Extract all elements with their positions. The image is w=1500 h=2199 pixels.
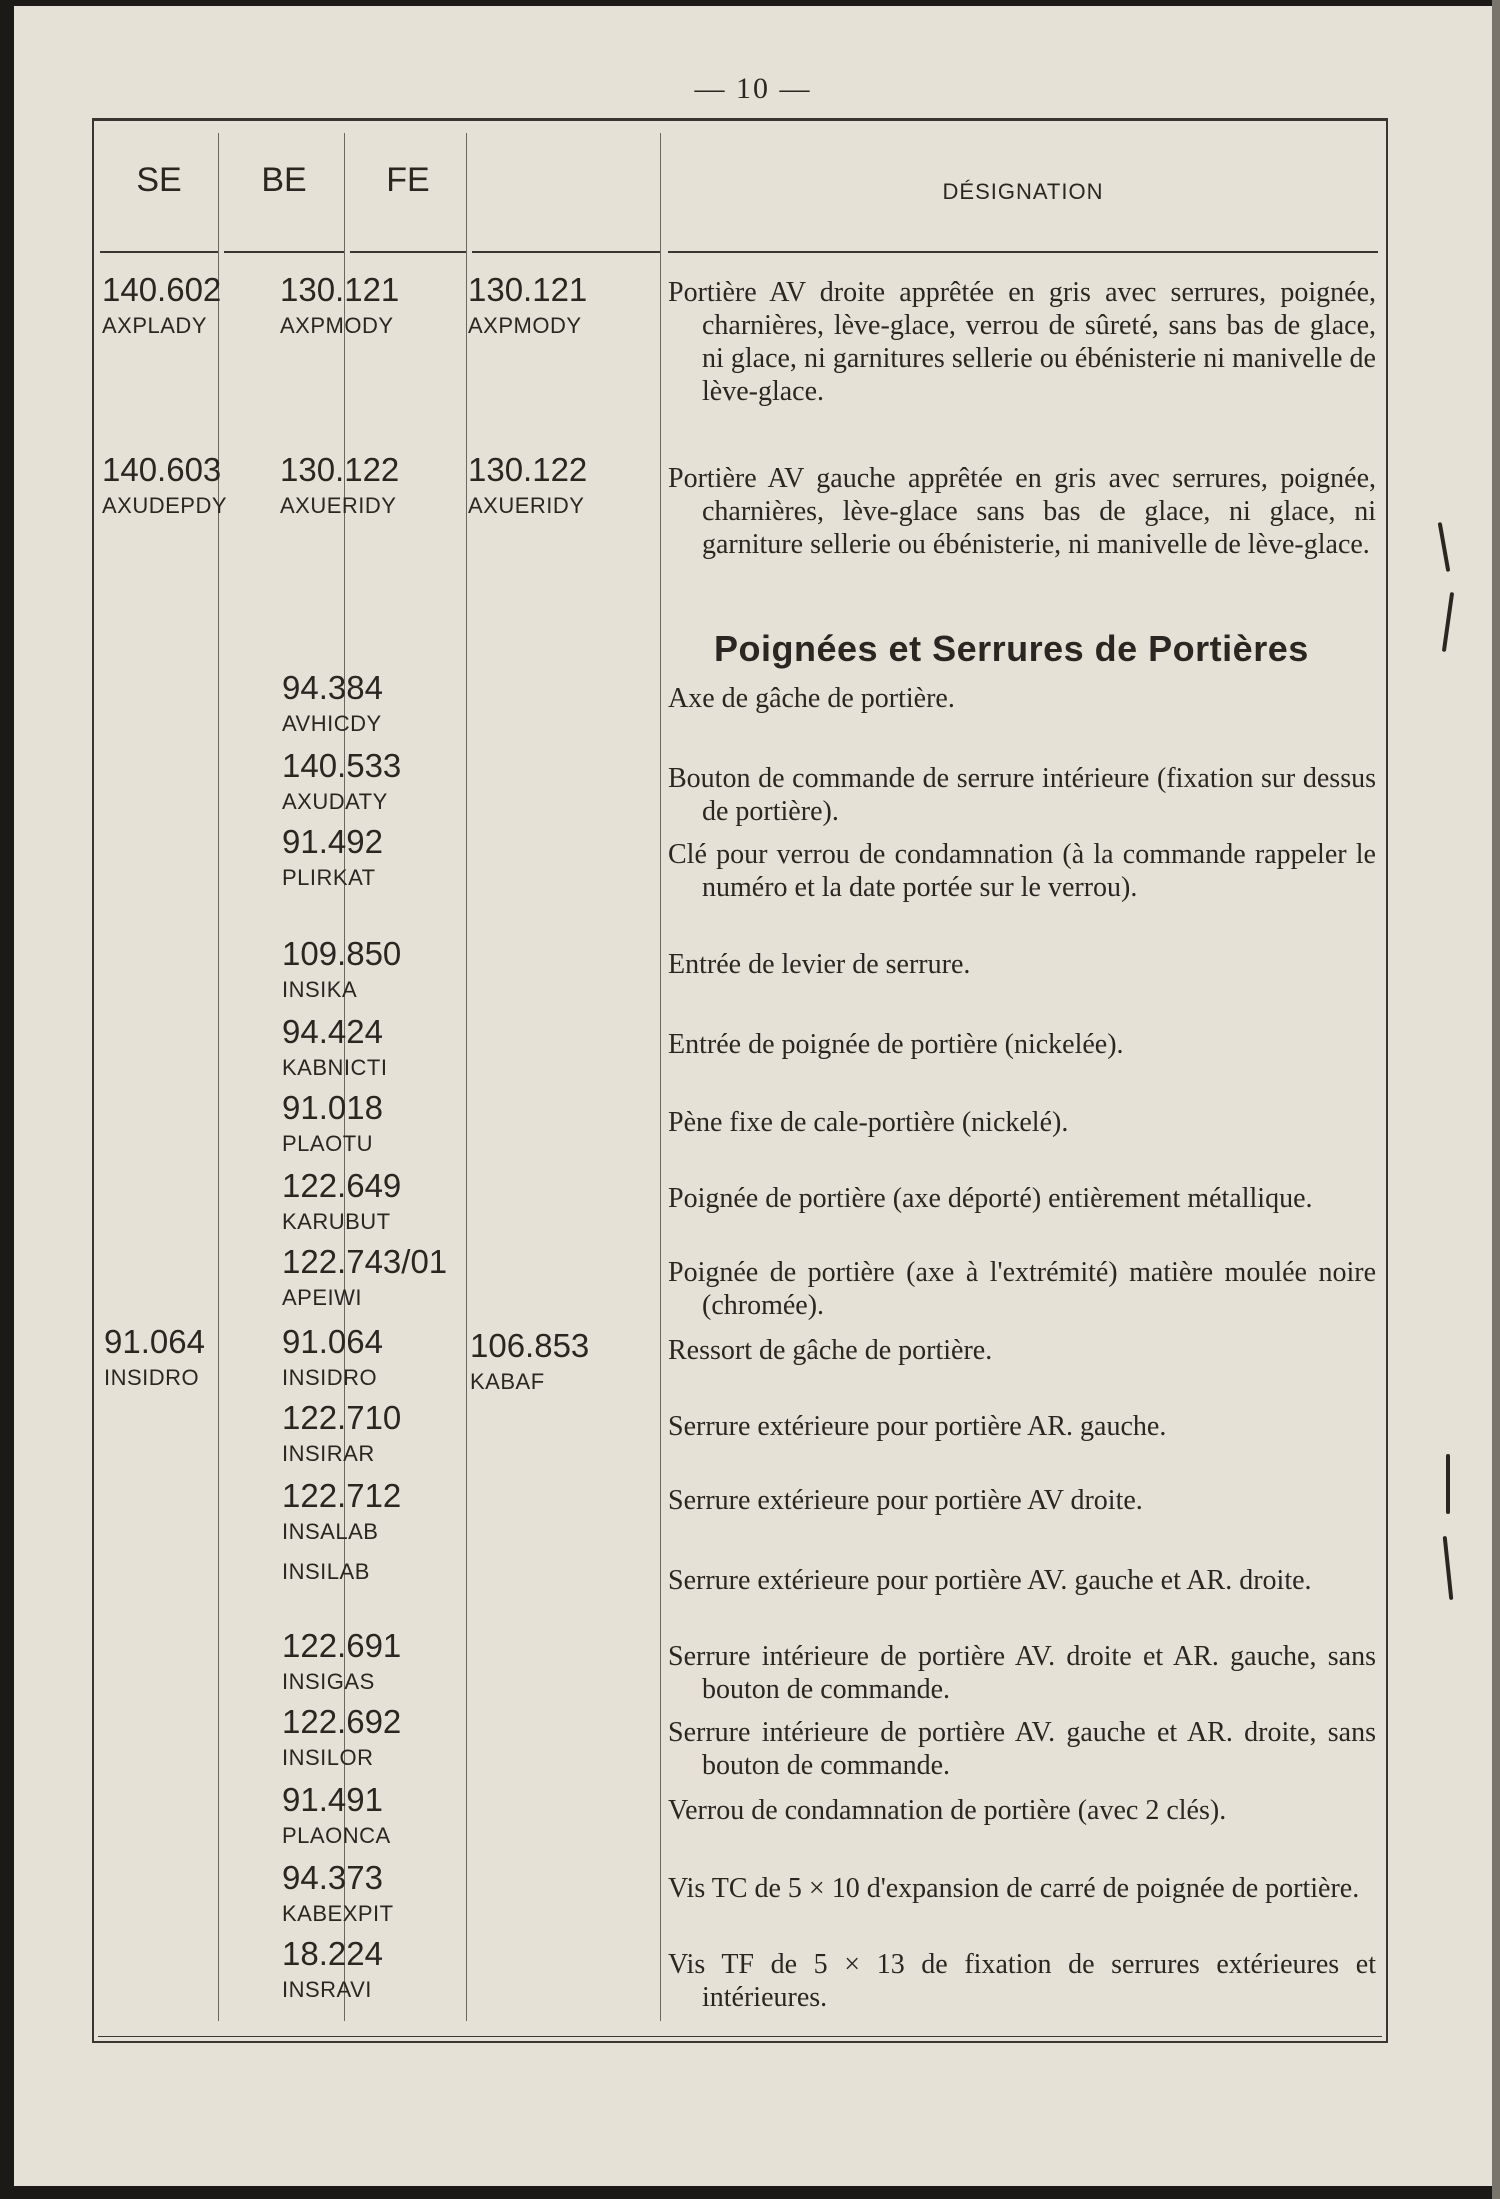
designation-cell [668,1484,1376,1517]
be-code [282,1324,383,1396]
part-codename: AXPMODY [280,313,394,338]
be-code [282,1554,370,1590]
part-number: 122.691 [282,1627,402,1664]
binding-mark [1443,1536,1454,1600]
part-number: 140.602 [102,271,222,308]
designation-cell [668,838,1376,904]
part-codename: PLIRKAT [282,865,376,890]
be-code [282,1478,401,1550]
part-codename: AXPLADY [102,313,207,338]
binding-mark [1446,1454,1450,1514]
part-number: 140.603 [102,451,222,488]
part-codename: INSIDRO [282,1365,378,1390]
part-number: 122.743/01 [282,1243,448,1280]
part-codename: AXUDATY [282,789,388,814]
part-codename: KABNICTI [282,1055,388,1080]
part-number: 91.491 [282,1781,383,1818]
designation-text: Axe de gâche de portière. [668,683,955,714]
designation-text: Serrure extérieure pour portière AV droite. [668,1485,1143,1516]
part-codename: KABAF [470,1369,545,1394]
designation-cell [668,1106,1376,1139]
part-number: 106.853 [470,1327,590,1364]
be-code [280,272,399,344]
part-codename: INSIGAS [282,1669,375,1694]
be-code [282,936,401,1008]
designation-text: Serrure intérieure de portière AV. gauche et AR. droite, sans bouton de commande. [668,1717,1376,1781]
part-codename: AXUERIDY [280,493,397,518]
be-code [282,1168,401,1240]
designation-text: Serrure intérieure de portière AV. droite et AR. gauche, sans bouton de commande. [668,1641,1376,1705]
fe-code [470,1328,589,1400]
designation-cell [668,1794,1376,1827]
be-code [282,1400,401,1472]
designation-cell [668,1410,1376,1443]
part-number: 122.649 [282,1167,402,1204]
binding-mark [1438,522,1451,572]
designation-cell [668,1334,1376,1367]
designation-text: Entrée de poignée de portière (nickelée). [668,1029,1124,1060]
designation-cell [668,1872,1376,1905]
be-code [282,824,383,896]
part-number: 122.712 [282,1477,402,1514]
part-codename: INSALAB [282,1519,379,1544]
be-code [282,1704,401,1776]
se-code [102,272,221,344]
be-code [282,670,383,742]
part-number: 122.710 [282,1399,402,1436]
fe-code [468,452,587,524]
designation-cell [668,948,1376,981]
designation-text: Clé pour verrou de condamnation (à la commande rappeler le numéro et la date portée sur le verrou). [668,839,1376,903]
part-codename: AXUERIDY [468,493,585,518]
part-number: 91.018 [282,1089,383,1126]
be-code [280,452,399,524]
designation-cell [668,1640,1376,1706]
part-codename: AXUDEPDY [102,493,228,518]
designation-text: Serrure extérieure pour portière AR. gauche. [668,1411,1167,1442]
be-code [282,1936,383,2008]
part-codename: PLAOTU [282,1131,374,1156]
part-number: 94.373 [282,1859,383,1896]
part-number: 130.122 [468,451,588,488]
document-page [14,6,1492,2186]
header-rule [100,251,218,253]
designation-cell [668,1564,1376,1597]
designation-text: Ressort de gâche de portière. [668,1335,993,1366]
designation-text: Vis TF de 5 × 13 de fixation de serrures extérieures et intérieures. [668,1949,1376,2013]
part-number: 109.850 [282,935,402,972]
designation-cell [668,1716,1376,1782]
designation-text: Portière AV droite apprêtée en gris avec serrures, poignée, charnières, lève-glace, verrou de sûreté, sans bas de glace, ni glace, ni garnitures sellerie ou ébénisterie ni manivelle de lève-glace. [668,277,1376,407]
designation-cell [668,1948,1376,2014]
fe-code [468,272,587,344]
se-code [102,452,227,524]
se-code [104,1324,205,1396]
designation-text: Poignée de portière (axe déporté) entièrement métallique. [668,1183,1313,1214]
part-codename: INSIDRO [104,1365,200,1390]
binding-mark [1442,592,1454,652]
be-code [282,1628,401,1700]
be-code [282,1090,383,1162]
header-rule [350,251,466,253]
part-number: 122.692 [282,1703,402,1740]
header-be: BE [261,161,307,199]
part-number: 94.424 [282,1013,383,1050]
header-designation: DÉSIGNATION [942,179,1104,204]
header-rule [224,251,344,253]
designation-text: Poignée de portière (axe à l'extrémité) matière moulée noire (chromée). [668,1257,1376,1321]
be-code [282,1244,447,1316]
be-code [282,1014,387,1086]
column-divider [660,133,661,2021]
be-code [282,1782,391,1854]
header-rule [668,251,1378,253]
section-title: Poignées et Serrures de Portières [714,628,1309,669]
header-rule [472,251,660,253]
part-codename: INSIRAR [282,1441,375,1466]
designation-text: Pène fixe de cale-portière (nickelé). [668,1107,1069,1138]
part-codename: KABEXPIT [282,1901,394,1926]
designation-cell [668,1182,1376,1215]
be-code [282,748,401,820]
part-codename: INSRAVI [282,1977,372,2002]
be-code [282,1860,394,1932]
part-codename: APEIWI [282,1285,363,1310]
part-number: 18.224 [282,1935,383,1972]
part-codename: PLAONCA [282,1823,391,1848]
header-se: SE [136,161,182,199]
part-number: 91.064 [104,1323,205,1360]
part-codename: KARUBUT [282,1209,391,1234]
designation-text: Bouton de commande de serrure intérieure (fixation sur dessus de portière). [668,763,1376,827]
column-divider [218,133,219,2021]
part-number: 140.533 [282,747,402,784]
designation-cell [668,276,1376,408]
header-fe: FE [386,161,430,199]
designation-cell [668,682,1376,715]
part-number: 91.492 [282,823,383,860]
designation-text: Serrure extérieure pour portière AV. gauche et AR. droite. [668,1565,1312,1596]
page-number: — 10 — [694,72,812,105]
part-number: 130.121 [280,271,400,308]
part-number: 130.121 [468,271,588,308]
part-number: 91.064 [282,1323,383,1360]
part-codename: AXPMODY [468,313,582,338]
designation-text: Verrou de condamnation de portière (avec 2 clés). [668,1795,1227,1826]
part-number: 94.384 [282,669,383,706]
part-number: 130.122 [280,451,400,488]
part-codename: AVHICDY [282,711,382,736]
designation-text: Vis TC de 5 × 10 d'expansion de carré de poignée de portière. [668,1873,1360,1904]
designation-cell [668,1256,1376,1322]
part-codename: INSILOR [282,1745,374,1770]
scan-edge [1492,0,1500,2199]
designation-cell [668,462,1376,561]
designation-text: Portière AV gauche apprêtée en gris avec serrures, poignée, charnières, lève-glace sans bas de glace, ni glace, ni garniture sellerie ou ébénisterie, ni manivelle de lève-glace. [668,463,1376,560]
designation-cell [668,762,1376,828]
designation-cell [668,1028,1376,1061]
column-divider [466,133,467,2021]
part-codename: INSIKA [282,977,358,1002]
designation-text: Entrée de levier de serrure. [668,949,971,980]
part-codename: INSILAB [282,1559,370,1584]
